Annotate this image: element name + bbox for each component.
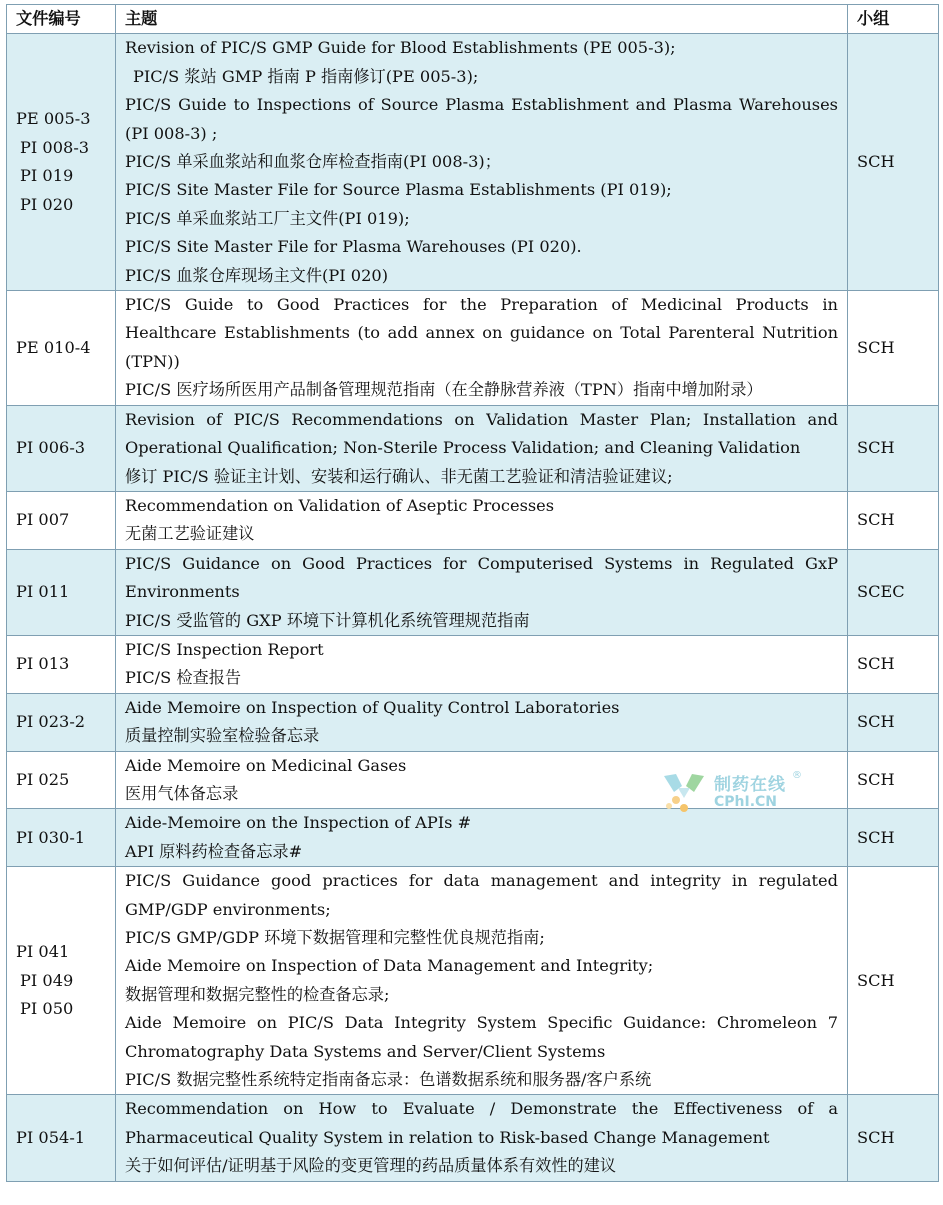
subject-cell [116, 491, 848, 549]
doc-code-cell [7, 491, 116, 549]
table-body [7, 34, 939, 1181]
subject-line: PIC/S 医疗场所医用产品制备管理规范指南（在全静脉营养液（TPN）指南中增加附录） [125, 380, 763, 400]
doc-code: PE 005-3 [16, 109, 91, 129]
subject-line: Aide Memoire on Inspection of Data Management and Integrity; [125, 956, 654, 976]
subject-line: PIC/S Site Master File for Plasma Warehouses (PI 020). [125, 237, 582, 257]
doc-code: PE 010-4 [16, 337, 91, 357]
subject-line: Recommendation on How to Evaluate / Demonstrate the Effectiveness of a Pharmaceutical Quality System in relation to Risk-based Change Management [125, 1099, 838, 1147]
subject-line: Aide Memoire on PIC/S Data Integrity System Specific Guidance: Chromeleon 7 Chromatography Data Systems and Server/Client Systems [125, 1013, 838, 1061]
table-header-row [7, 5, 939, 34]
doc-code: PI 019 [20, 166, 74, 186]
table-row [7, 1095, 939, 1181]
subject-line: 无菌工艺验证建议 [125, 524, 255, 544]
group-cell: SCH [848, 34, 939, 291]
subject-line: 数据管理和数据完整性的检查备忘录; [125, 984, 390, 1004]
table-row [7, 291, 939, 406]
subject-line: Aide Memoire on Medicinal Gases [125, 755, 407, 775]
subject-line: PIC/S 浆站 GMP 指南 P 指南修订(PE 005-3); [133, 66, 479, 86]
doc-code: PI 020 [20, 194, 74, 214]
subject-line: Revision of PIC/S GMP Guide for Blood Establishments (PE 005-3); [125, 38, 676, 58]
subject-cell [116, 693, 848, 751]
subject-cell [116, 405, 848, 491]
subject-cell [116, 809, 848, 867]
subject-line: 修订 PIC/S 验证主计划、安装和运行确认、非无菌工艺验证和清洁验证建议; [125, 466, 673, 486]
group-cell: SCH [848, 809, 939, 867]
doc-code: PI 049 [20, 970, 74, 990]
subject-line: API 原料药检查备忘录# [125, 841, 303, 861]
table-row [7, 405, 939, 491]
subject-line: 医用气体备忘录 [125, 783, 239, 803]
doc-code-cell [7, 405, 116, 491]
pics-document-table [6, 4, 939, 1182]
subject-line: PIC/S 检查报告 [125, 668, 242, 688]
subject-cell [116, 867, 848, 1095]
subject-cell [116, 549, 848, 635]
doc-code: PI 041 [16, 942, 70, 962]
table-row [7, 549, 939, 635]
cphi-logo-icon [660, 770, 708, 814]
group-cell: SCH [848, 291, 939, 406]
doc-code: PI 030-1 [16, 827, 86, 847]
subject-line: PIC/S 单采血浆站工厂主文件(PI 019); [125, 208, 410, 228]
group-cell: SCH [848, 491, 939, 549]
doc-code: PI 013 [16, 654, 70, 674]
subject-line: Recommendation on Validation of Aseptic Processes [125, 495, 555, 515]
watermark [660, 770, 810, 816]
subject-line: PIC/S Guidance on Good Practices for Computerised Systems in Regulated GxP Environments [125, 553, 838, 602]
group-cell: SCH [848, 867, 939, 1095]
subject-cell [116, 635, 848, 693]
subject-line: PIC/S 单采血浆站和血浆仓库检查指南(PI 008-3)； [125, 152, 501, 172]
doc-code: PI 050 [20, 999, 74, 1019]
group-cell: SCH [848, 1095, 939, 1181]
subject-line: PIC/S Site Master File for Source Plasma Establishments (PI 019); [125, 180, 672, 200]
subject-line: Aide-Memoire on the Inspection of APIs # [125, 813, 472, 833]
doc-code-cell [7, 867, 116, 1095]
subject-line: PIC/S Guide to Inspections of Source Plasma Establishment and Plasma Warehouses (PI 008-3) ; [125, 95, 838, 143]
doc-code-cell [7, 751, 116, 809]
doc-code-cell [7, 1095, 116, 1181]
doc-code-cell [7, 635, 116, 693]
doc-code: PI 054-1 [16, 1127, 86, 1147]
doc-code: PI 006-3 [16, 438, 86, 458]
doc-code-cell [7, 34, 116, 291]
subject-cell [116, 34, 848, 291]
subject-line: PIC/S Guidance good practices for data management and integrity in regulated GMP/GDP environments; [125, 871, 838, 919]
group-cell: SCEC [848, 549, 939, 635]
watermark-title: 制药在线 [714, 775, 786, 795]
watermark-registered-mark: ® [792, 770, 802, 781]
table-row [7, 491, 939, 549]
subject-line: PIC/S Guide to Good Practices for the Preparation of Medicinal Products in Healthcare Establishments (to add annex on guidance on Total Parenteral Nutrition (TPN)) [125, 295, 838, 371]
subject-line: Revision of PIC/S Recommendations on Validation Master Plan; Installation and Operational Qualification; Non-Sterile Process Validation; and Cleaning Validation [125, 409, 838, 458]
table-row [7, 867, 939, 1095]
group-cell: SCH [848, 635, 939, 693]
header-group: 小组 [848, 5, 939, 34]
group-cell: SCH [848, 405, 939, 491]
subject-line: PIC/S 数据完整性系统特定指南备忘录：色谱数据系统和服务器/客户系统 [125, 1070, 652, 1090]
group-cell: SCH [848, 751, 939, 809]
table-row [7, 693, 939, 751]
table-row [7, 635, 939, 693]
doc-code: PI 025 [16, 769, 70, 789]
watermark-subtitle: CPhI.CN [714, 794, 778, 810]
subject-line: PIC/S 血浆仓库现场主文件(PI 020) [125, 265, 389, 285]
document-page [6, 4, 938, 1182]
subject-line: PIC/S GMP/GDP 环境下数据管理和完整性优良规范指南; [125, 928, 545, 947]
subject-cell [116, 291, 848, 406]
header-subject: 主题 [116, 5, 848, 34]
doc-code-cell [7, 549, 116, 635]
subject-line: 质量控制实验室检验备忘录 [125, 726, 320, 746]
doc-code: PI 023-2 [16, 711, 86, 731]
group-cell: SCH [848, 693, 939, 751]
subject-line: PIC/S 受监管的 GXP 环境下计算机化系统管理规范指南 [125, 610, 530, 630]
subject-line: Aide Memoire on Inspection of Quality Control Laboratories [125, 697, 620, 717]
subject-line: PIC/S Inspection Report [125, 639, 324, 659]
table-row [7, 809, 939, 867]
table-row [7, 34, 939, 291]
doc-code: PI 007 [16, 510, 70, 530]
header-code: 文件编号 [7, 5, 116, 34]
doc-code: PI 011 [16, 582, 70, 602]
doc-code-cell [7, 693, 116, 751]
doc-code: PI 008-3 [20, 137, 90, 157]
subject-line: 关于如何评估/证明基于风险的变更管理的药品质量体系有效性的建议 [125, 1156, 617, 1176]
doc-code-cell [7, 291, 116, 406]
subject-cell [116, 1095, 848, 1181]
doc-code-cell [7, 809, 116, 867]
